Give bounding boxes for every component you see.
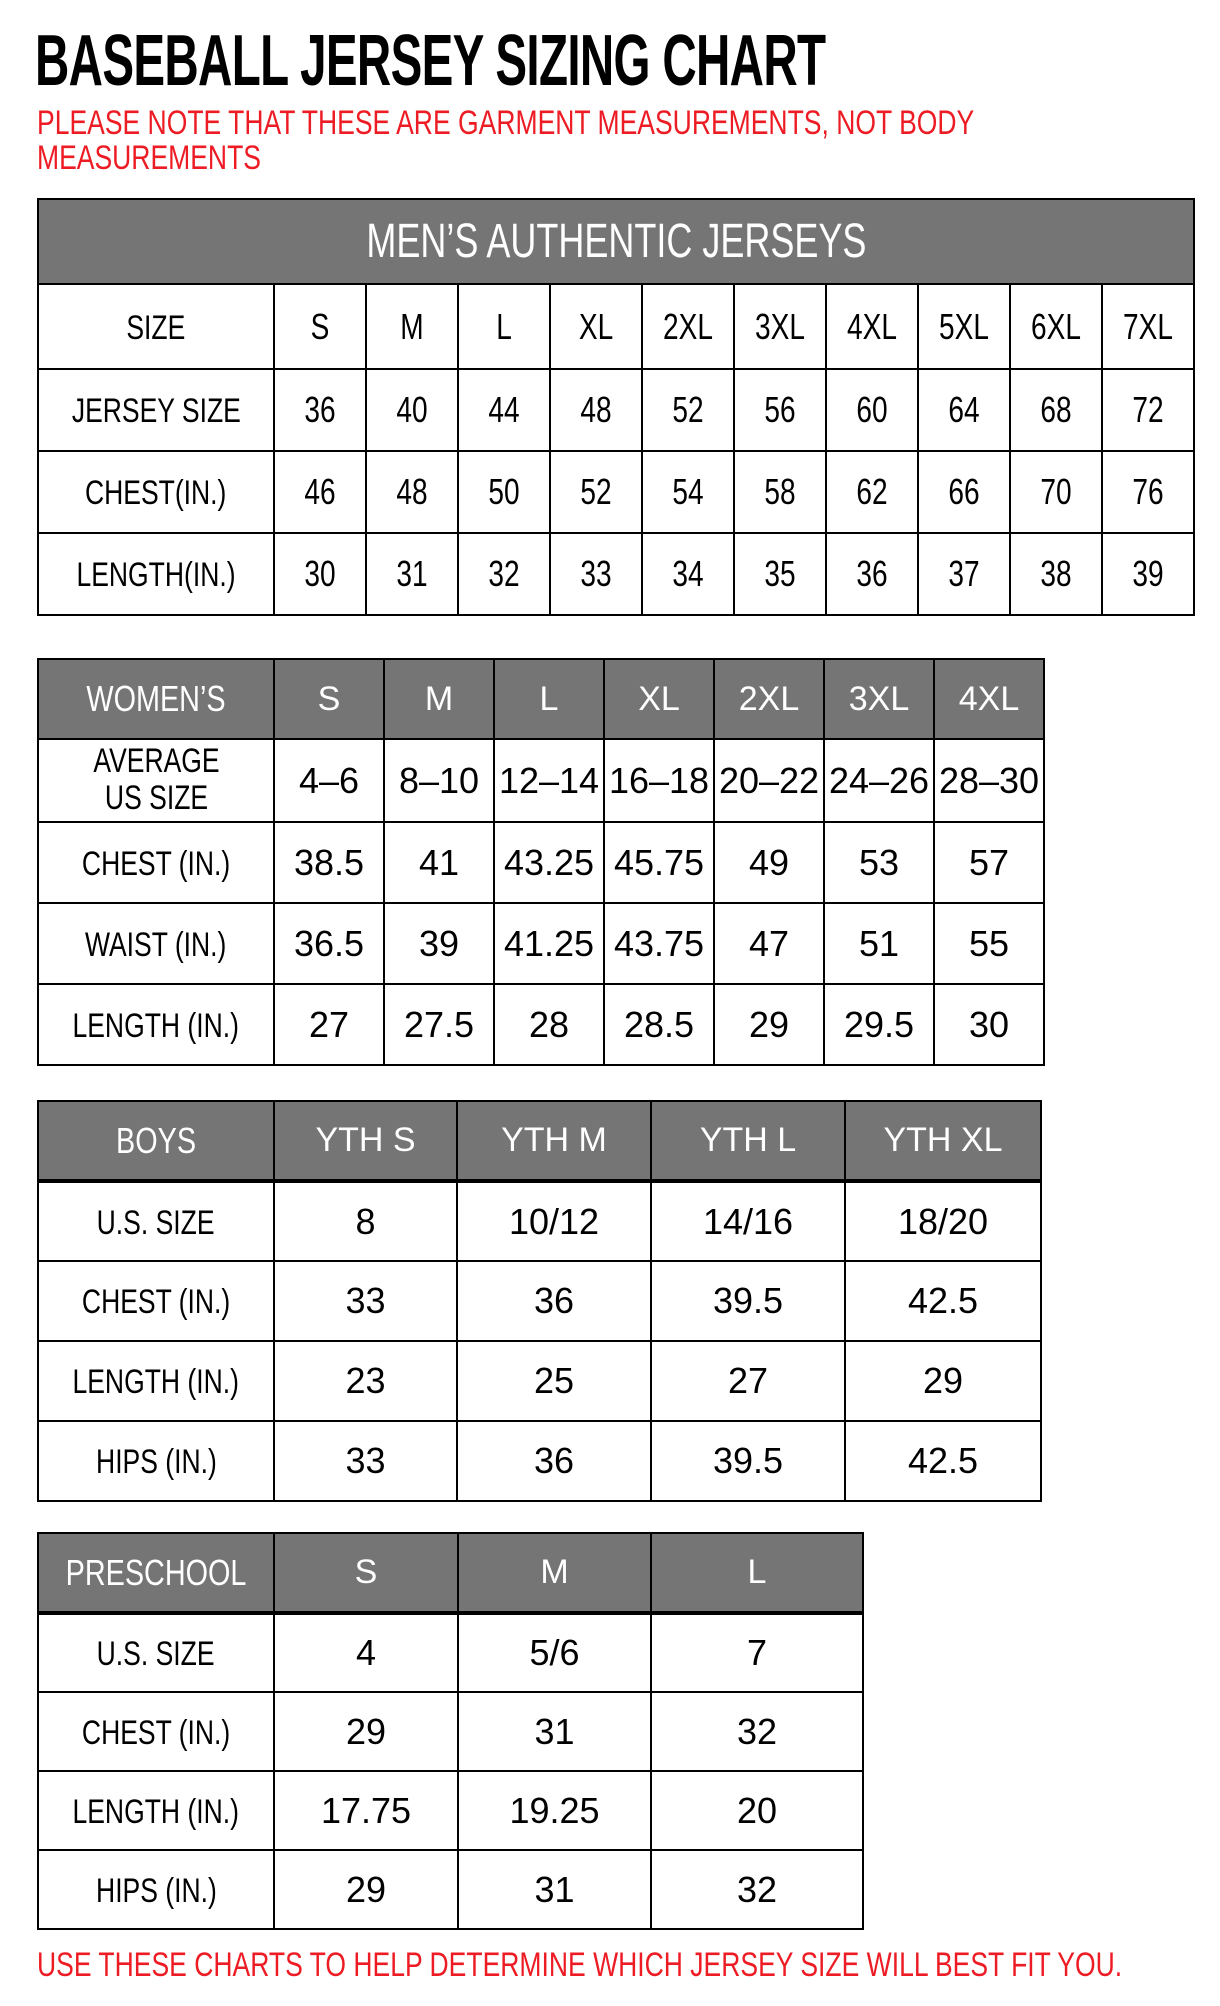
womens-sizing-table [37,658,1045,1066]
row-label: CHEST (IN.) [38,1261,274,1341]
table-cell: 55 [934,903,1044,984]
table-cell: 7XL [1102,284,1194,369]
table-cell: 3XL [734,284,826,369]
table-row [38,1181,1041,1261]
table-cell: 54 [642,451,734,533]
table-cell: 46 [274,451,366,533]
mens-table-title: MEN’S AUTHENTIC JERSEYS [38,199,1194,284]
size-header: L [651,1533,863,1613]
table-cell: 51 [824,903,934,984]
table-cell: XL [550,284,642,369]
table-cell: 39 [1102,533,1194,615]
womens-header-label: WOMEN’S [38,659,274,739]
size-header: YTH L [651,1101,845,1181]
table-cell: 30 [934,984,1044,1065]
table-cell: 23 [274,1341,457,1421]
row-label: SIZE [38,284,274,369]
table-cell: 8 [274,1181,457,1261]
row-label: U.S. SIZE [38,1181,274,1261]
table-row [38,1771,863,1850]
table-cell: 12–14 [494,739,604,822]
table-cell: 52 [642,369,734,451]
table-cell: 28–30 [934,739,1044,822]
table-row [38,1101,1041,1181]
table-cell: 39 [384,903,494,984]
table-cell: 29 [274,1692,458,1771]
table-cell: 33 [550,533,642,615]
table-cell: 56 [734,369,826,451]
table-row [38,984,1044,1065]
table-cell: 5XL [918,284,1010,369]
row-label: CHEST (IN.) [38,822,274,903]
size-header: 4XL [934,659,1044,739]
row-label: HIPS (IN.) [38,1421,274,1501]
table-cell: 27 [274,984,384,1065]
table-row [38,659,1044,739]
table-cell: 29 [274,1850,458,1929]
table-cell: 76 [1102,451,1194,533]
table-cell: 18/20 [845,1181,1041,1261]
table-cell: 2XL [642,284,734,369]
row-label: LENGTH(IN.) [38,533,274,615]
table-cell: 35 [734,533,826,615]
table-cell: 28.5 [604,984,714,1065]
table-row [38,1421,1041,1501]
row-label: HIPS (IN.) [38,1850,274,1929]
size-header: XL [604,659,714,739]
size-header: S [274,659,384,739]
row-label: CHEST (IN.) [38,1692,274,1771]
row-label: LENGTH (IN.) [38,1771,274,1850]
table-cell: 58 [734,451,826,533]
row-label: JERSEY SIZE [38,369,274,451]
table-cell: 48 [366,451,458,533]
table-cell: M [366,284,458,369]
table-row [38,284,1194,369]
size-header: 2XL [714,659,824,739]
table-cell: 48 [550,369,642,451]
table-cell: 36 [457,1261,651,1341]
table-cell: 30 [274,533,366,615]
table-cell: 20–22 [714,739,824,822]
table-cell: 33 [274,1421,457,1501]
table-cell: 32 [651,1692,863,1771]
table-cell: 60 [826,369,918,451]
footer-note: USE THESE CHARTS TO HELP DETERMINE WHICH JERSEY SIZE WILL BEST FIT YOU. [37,1946,1123,1984]
table-cell: 36 [457,1421,651,1501]
table-cell: 62 [826,451,918,533]
table-cell: 28 [494,984,604,1065]
preschool-header-label: PRESCHOOL [38,1533,274,1613]
table-row [38,1533,863,1613]
size-header: 3XL [824,659,934,739]
table-cell: 33 [274,1261,457,1341]
measurement-note-line1: PLEASE NOTE THAT THESE ARE GARMENT MEASUREMENTS, NOT BODY [37,104,975,142]
table-cell: 31 [458,1692,651,1771]
table-row [38,1613,863,1692]
table-cell: 36 [274,369,366,451]
table-cell: 39.5 [651,1261,845,1341]
table-cell: 32 [651,1850,863,1929]
row-label: WAIST (IN.) [38,903,274,984]
table-cell: 20 [651,1771,863,1850]
table-row [38,822,1044,903]
table-cell: L [458,284,550,369]
table-cell: 57 [934,822,1044,903]
page-title: BASEBALL JERSEY SIZING CHART [35,21,826,101]
size-header: YTH XL [845,1101,1041,1181]
table-cell: 42.5 [845,1261,1041,1341]
table-cell: 4–6 [274,739,384,822]
table-cell: 24–26 [824,739,934,822]
table-cell: 50 [458,451,550,533]
measurement-note [37,106,1220,176]
table-cell: 43.25 [494,822,604,903]
table-cell: 43.75 [604,903,714,984]
table-cell: 38 [1010,533,1102,615]
size-header: L [494,659,604,739]
table-row [38,1692,863,1771]
table-cell: 45.75 [604,822,714,903]
table-cell: 36.5 [274,903,384,984]
row-label: CHEST(IN.) [38,451,274,533]
table-row [38,903,1044,984]
table-cell: 38.5 [274,822,384,903]
table-cell: 29 [714,984,824,1065]
table-cell: 41.25 [494,903,604,984]
table-row [38,369,1194,451]
row-label: LENGTH (IN.) [38,984,274,1065]
table-cell: S [274,284,366,369]
table-cell: 34 [642,533,734,615]
table-cell: 70 [1010,451,1102,533]
table-cell: 25 [457,1341,651,1421]
size-header: M [458,1533,651,1613]
table-cell: 42.5 [845,1421,1041,1501]
table-cell: 49 [714,822,824,903]
table-cell: 29.5 [824,984,934,1065]
table-cell: 36 [826,533,918,615]
table-cell: 32 [458,533,550,615]
preschool-sizing-table [37,1532,864,1930]
table-cell: 17.75 [274,1771,458,1850]
table-cell: 19.25 [458,1771,651,1850]
table-row [38,1261,1041,1341]
table-row [38,739,1044,822]
table-cell: 37 [918,533,1010,615]
table-cell: 31 [458,1850,651,1929]
table-cell: 16–18 [604,739,714,822]
table-cell: 27.5 [384,984,494,1065]
size-header: YTH S [274,1101,457,1181]
table-cell: 4 [274,1613,458,1692]
table-cell: 72 [1102,369,1194,451]
table-row [38,1341,1041,1421]
table-cell: 68 [1010,369,1102,451]
table-row [38,1850,863,1929]
mens-sizing-table [37,198,1195,616]
boys-header-label: BOYS [38,1101,274,1181]
table-cell: 31 [366,533,458,615]
table-cell: 4XL [826,284,918,369]
table-cell: 66 [918,451,1010,533]
row-label: U.S. SIZE [38,1613,274,1692]
table-row [38,533,1194,615]
table-cell: 64 [918,369,1010,451]
table-cell: 40 [366,369,458,451]
table-cell: 53 [824,822,934,903]
table-cell: 29 [845,1341,1041,1421]
table-cell: 10/12 [457,1181,651,1261]
size-header: YTH M [457,1101,651,1181]
table-cell: 41 [384,822,494,903]
table-cell: 27 [651,1341,845,1421]
boys-sizing-table [37,1100,1042,1502]
table-cell: 14/16 [651,1181,845,1261]
table-row [38,451,1194,533]
size-header: M [384,659,494,739]
row-label: AVERAGE US SIZE [38,739,274,822]
table-cell: 5/6 [458,1613,651,1692]
table-cell: 6XL [1010,284,1102,369]
table-cell: 39.5 [651,1421,845,1501]
table-cell: 52 [550,451,642,533]
table-cell: 47 [714,903,824,984]
table-cell: 44 [458,369,550,451]
table-cell: 8–10 [384,739,494,822]
size-header: S [274,1533,458,1613]
row-label: LENGTH (IN.) [38,1341,274,1421]
table-row [38,199,1194,284]
measurement-note-line2: MEASUREMENTS [37,139,261,177]
table-cell: 7 [651,1613,863,1692]
